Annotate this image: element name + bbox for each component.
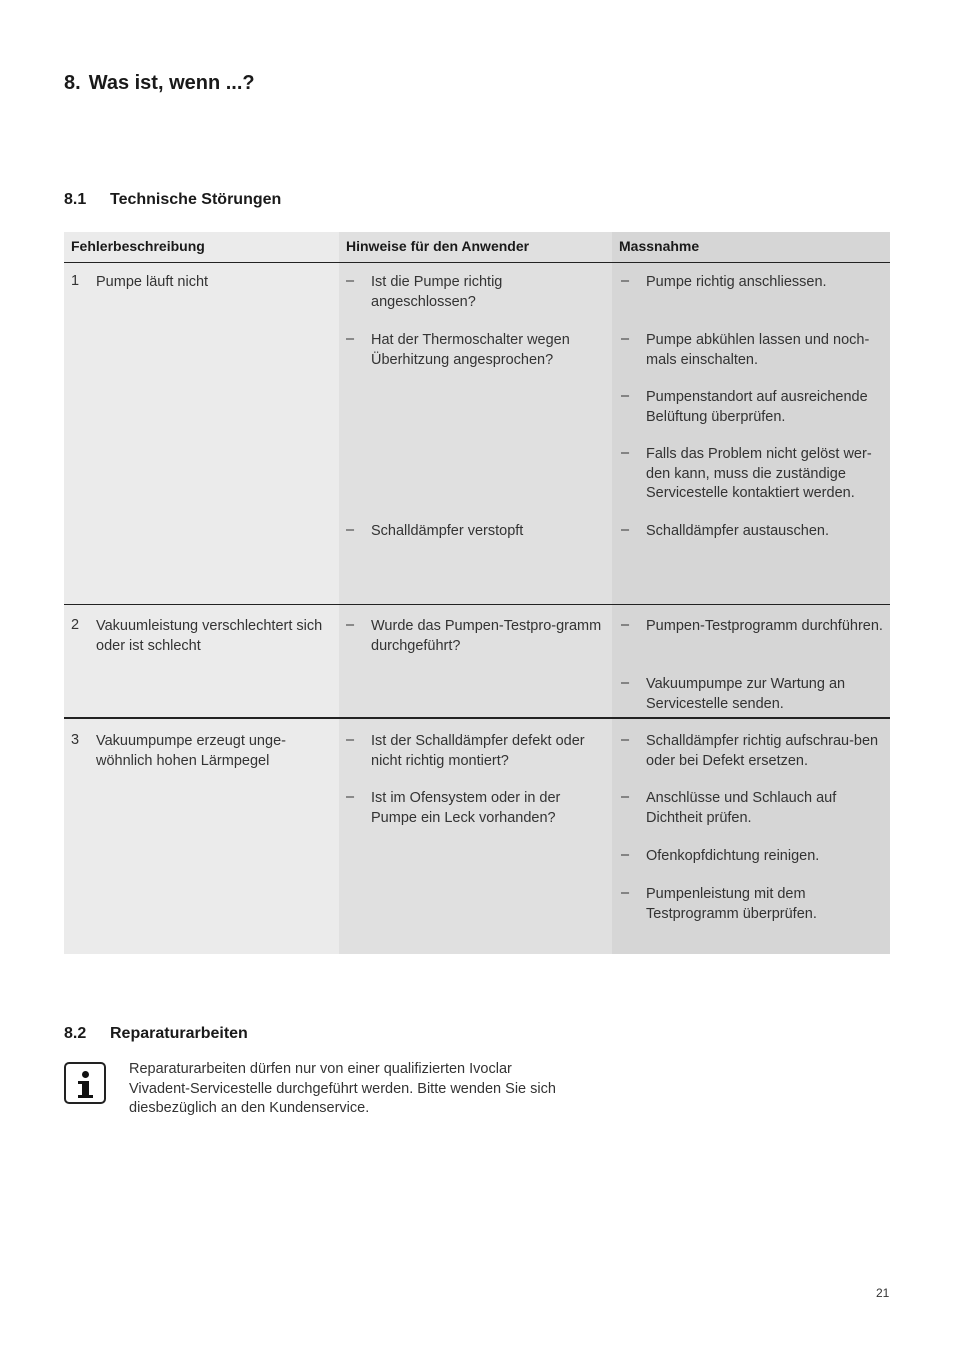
chapter-title: [64, 72, 255, 95]
page-number: 21: [876, 1286, 890, 1300]
action-item: Pumpenstandort auf ausreichende Belüftung überprüfen.: [646, 389, 868, 425]
action-item: Anschlüsse und Schlauch auf Dichtheit prüfen.: [646, 790, 837, 826]
row-number: 3: [71, 732, 80, 748]
list-dash: –: [346, 331, 355, 347]
fault-description: Vakuumleistung verschlechtert sich oder ist schlecht: [96, 618, 323, 654]
list-dash: –: [621, 388, 630, 404]
hint-item: Wurde das Pumpen-Testpro-gramm durchgeführt?: [371, 618, 602, 654]
list-dash: –: [621, 847, 630, 863]
list-dash: –: [621, 273, 630, 289]
table-header-hinweise: Hinweise für den Anwender: [339, 232, 612, 262]
section-number: 8.1: [64, 191, 87, 208]
fault-description: Pumpe läuft nicht: [96, 274, 209, 290]
section-title-text: Technische Störungen: [110, 191, 282, 208]
list-dash: –: [621, 675, 630, 691]
table-cell-bg: [339, 263, 612, 604]
hint-item: Ist der Schalldämpfer defekt oder nicht richtig montiert?: [371, 733, 585, 769]
section-number: 8.2: [64, 1025, 87, 1042]
chapter-title-text: Was ist, wenn ...?: [88, 72, 255, 94]
list-dash: –: [346, 273, 355, 289]
section-title-text: Reparaturarbeiten: [110, 1025, 248, 1042]
info-icon: [64, 1062, 106, 1104]
action-item: Ofenkopfdichtung reinigen.: [646, 848, 820, 864]
row-number: 2: [71, 617, 80, 633]
section-title-reparaturarbeiten: [64, 1025, 248, 1043]
action-item: Schalldämpfer austauschen.: [646, 523, 829, 539]
list-dash: –: [621, 331, 630, 347]
hint-item: Ist im Ofensystem oder in der Pumpe ein Leck vorhanden?: [371, 790, 561, 826]
list-dash: –: [346, 789, 355, 805]
action-item: Pumpe richtig anschliessen.: [646, 274, 827, 290]
chapter-number: 8.: [64, 72, 81, 94]
hint-item: Ist die Pumpe richtig angeschlossen?: [371, 274, 503, 310]
list-dash: –: [346, 617, 355, 633]
action-item: Schalldämpfer richtig aufschrau-ben oder bei Defekt ersetzen.: [646, 733, 879, 769]
action-item: Pumpen-Testprogramm durchführen.: [646, 618, 883, 634]
list-dash: –: [621, 732, 630, 748]
action-item: Falls das Problem nicht gelöst wer-den kann, muss die zuständige Servicestelle kontaktiert werden.: [646, 446, 872, 501]
action-item: Pumpe abkühlen lassen und noch-mals einschalten.: [646, 332, 870, 368]
section-title-technische-stoerungen: [64, 191, 281, 209]
action-item: Pumpenleistung mit dem Testprogramm überprüfen.: [646, 886, 817, 922]
table-header-fehlerbeschreibung: Fehlerbeschreibung: [64, 232, 339, 262]
table-header-massnahme: Massnahme: [612, 232, 890, 262]
list-dash: –: [346, 732, 355, 748]
list-dash: –: [621, 445, 630, 461]
table-cell-bg: [612, 263, 890, 604]
hint-item: Schalldämpfer verstopft: [371, 523, 524, 539]
list-dash: –: [621, 885, 630, 901]
action-item: Vakuumpumpe zur Wartung an Servicestelle senden.: [646, 676, 846, 712]
list-dash: –: [621, 617, 630, 633]
list-dash: –: [621, 789, 630, 805]
list-dash: –: [346, 522, 355, 538]
row-number: 1: [71, 273, 80, 289]
info-note-text: Reparaturarbeiten dürfen nur von einer qualifizierten Ivoclar Vivadent-Servicestelle durchgeführt werden. Bitte wenden Sie sich diesbezüglich an den Kundenservice.: [129, 1061, 556, 1116]
table-row: [64, 263, 339, 604]
hint-item: Hat der Thermoschalter wegen Überhitzung angesprochen?: [371, 332, 570, 368]
fault-description: Vakuumpumpe erzeugt unge-wöhnlich hohen Lärmpegel: [96, 733, 286, 769]
list-dash: –: [621, 522, 630, 538]
troubleshooting-table: [64, 232, 890, 954]
